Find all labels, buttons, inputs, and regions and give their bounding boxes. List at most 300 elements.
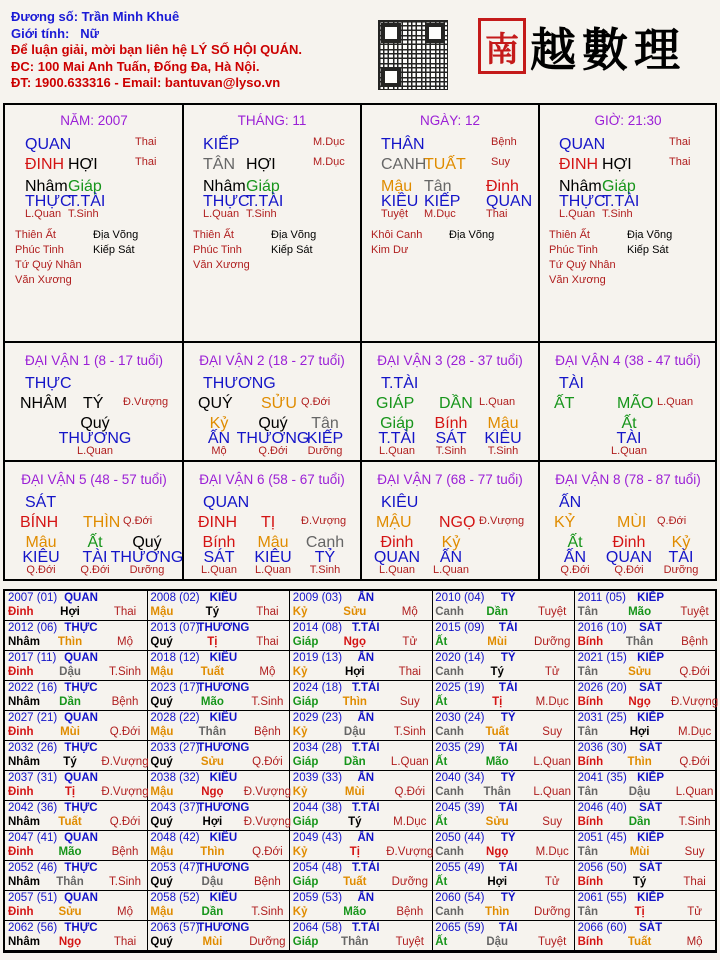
year-phase: Thai	[256, 606, 279, 618]
year-ten-god: ẤN	[357, 652, 375, 664]
year-branch: Thìn	[342, 696, 367, 708]
year-branch: Mùi	[487, 636, 508, 648]
year-phase: Q.Đới	[109, 726, 141, 738]
year-label: 2034 (28)	[292, 742, 343, 754]
grid-line	[5, 460, 715, 462]
hidden-ten-god: ẤN	[207, 430, 231, 447]
year-branch: Tý	[348, 816, 362, 828]
year-label: 2045 (39)	[435, 802, 485, 814]
year-ten-god: QUAN	[64, 712, 98, 724]
decade-branch: MÃO	[617, 395, 654, 412]
hidden-phase: T.Sinh	[309, 564, 341, 576]
decade-stem: GIÁP	[376, 395, 415, 412]
year-label: 2059 (53)	[292, 892, 343, 904]
year-ten-god: ẤN	[357, 832, 375, 844]
year-label: 2016 (10)	[577, 622, 627, 634]
year-stem: Kỷ	[292, 726, 308, 738]
year-stem: Quý	[150, 636, 173, 648]
year-branch: Sửu	[343, 606, 367, 618]
year-ten-god: THỰC	[64, 742, 98, 754]
year-ten-god: T.TÀI	[352, 622, 380, 634]
year-phase: Tử	[544, 876, 560, 888]
pillar-branch: HỢI	[602, 156, 632, 173]
year-label: 2031 (25)	[577, 712, 627, 724]
year-stem: Canh	[435, 606, 464, 618]
hidden-ten-god: ẤN	[563, 549, 587, 566]
year-cell	[575, 621, 718, 651]
year-phase: Bệnh	[253, 876, 281, 888]
year-phase: Thai	[398, 666, 421, 678]
pillar-phase: Thai	[135, 136, 157, 148]
year-branch: Dần	[343, 756, 366, 768]
hidden-phase: L.Quan	[378, 564, 416, 576]
year-label: 2063 (57)	[150, 922, 200, 934]
decade-title: ĐẠI VẬN 4 (38 - 47 tuổi)	[555, 353, 701, 368]
year-ten-god: ẤN	[357, 592, 375, 604]
hidden-ten-god: T.TÀI	[68, 193, 106, 210]
year-ten-god: THƯƠNG	[197, 862, 250, 874]
year-phase: Bệnh	[111, 846, 139, 858]
hidden-stem: Canh	[305, 534, 345, 551]
year-phase: Thai	[683, 876, 706, 888]
year-stem: Kỷ	[292, 606, 308, 618]
year-cell	[432, 831, 575, 861]
year-phase: Tử	[402, 636, 418, 648]
year-phase: Q.Đới	[679, 666, 710, 678]
decade-phase: Q.Đới	[657, 515, 687, 527]
year-branch: Mùi	[202, 936, 223, 948]
year-ten-god: TỶ	[500, 712, 516, 724]
year-branch: Sửu	[628, 666, 652, 678]
star-name: Thiên Ất	[193, 229, 234, 241]
year-branch: Ngọ	[201, 786, 224, 798]
pillar-ten-god: KIẾP	[203, 136, 240, 153]
year-stem: Quý	[150, 756, 173, 768]
year-branch: Hợi	[344, 666, 365, 678]
year-branch: Thìn	[200, 846, 225, 858]
star-name: Khôi Canh	[371, 229, 423, 241]
star-name: Kiếp Sát	[93, 244, 135, 256]
decade-stem: NHÂM	[20, 395, 68, 412]
decade-branch: DẦN	[439, 395, 473, 412]
hidden-phase: T.Sinh	[602, 208, 633, 220]
year-label: 2041 (35)	[577, 772, 627, 784]
year-phase: Đ.Vượng	[243, 816, 291, 828]
year-branch: Dần	[59, 696, 81, 708]
year-label: 2056 (50)	[577, 862, 627, 874]
year-branch: Tý	[632, 876, 647, 888]
year-label: 2012 (06)	[8, 622, 58, 634]
pillar-title: GIỜ: 21:30	[594, 113, 662, 128]
qr-code-image[interactable]	[378, 20, 448, 90]
hidden-stem: Đinh	[486, 178, 519, 195]
year-cell	[5, 861, 148, 891]
year-cell	[147, 891, 290, 921]
hidden-phase: Dưỡng	[129, 564, 165, 576]
year-branch: Hợi	[60, 606, 80, 618]
year-branch: Dậu	[343, 726, 366, 738]
year-label: 2044 (38)	[292, 802, 343, 814]
year-cell	[432, 591, 575, 621]
hidden-ten-god: THỰC	[203, 193, 250, 210]
decade-title: ĐẠI VẬN 8 (78 - 87 tuổi)	[555, 472, 701, 487]
decade-ten-god: QUAN	[203, 494, 250, 511]
year-branch: Tị	[207, 636, 218, 648]
brand-wordmark: 越數理	[530, 23, 686, 77]
year-cell	[147, 831, 290, 861]
hidden-phase: L.Quan	[76, 445, 114, 457]
year-stem: Giáp	[292, 936, 319, 948]
year-stem: Mậu	[150, 606, 174, 618]
contact-address: ĐC: 100 Mai Anh Tuấn, Đống Đa, Hà Nội.	[11, 58, 260, 74]
year-label: 2060 (54)	[435, 892, 485, 904]
year-branch: Dậu	[628, 786, 651, 798]
year-cell	[575, 651, 718, 681]
year-stem: Canh	[435, 726, 464, 738]
decade-ten-god: TÀI	[559, 375, 584, 392]
year-phase: T.Sinh	[251, 906, 284, 918]
hidden-stem: Quý	[80, 415, 110, 432]
hidden-phase: M.Dục	[424, 208, 456, 220]
year-branch: Tuất	[343, 876, 367, 888]
hidden-stem: Tân	[424, 178, 452, 195]
year-branch: Mùi	[344, 786, 365, 798]
year-label: 2050 (44)	[435, 832, 485, 844]
hidden-stem: Nhâm	[203, 178, 246, 195]
year-cell	[432, 711, 575, 741]
hidden-stem: Giáp	[246, 178, 280, 195]
pillar-branch-phase: Thai	[135, 156, 157, 168]
year-ten-god: TÀI	[498, 682, 518, 694]
star-name: Kiếp Sát	[271, 244, 313, 256]
year-ten-god: THỰC	[64, 922, 98, 934]
pillar-title: NĂM: 2007	[60, 113, 128, 128]
pillar-branch: HỢI	[68, 156, 98, 173]
hidden-ten-god: T.TÀI	[378, 430, 416, 447]
year-label: 2058 (52)	[150, 892, 200, 904]
gender-label: Giới tính:	[11, 25, 70, 41]
year-label: 2040 (34)	[435, 772, 485, 784]
decade-stem: ĐINH	[198, 514, 238, 531]
decade-phase: Đ.Vượng	[123, 396, 169, 408]
year-branch: Tuất	[58, 816, 82, 828]
hidden-ten-god: TÀI	[616, 430, 642, 447]
hidden-stem: Ất	[87, 534, 103, 551]
hidden-stem: Quý	[258, 415, 288, 432]
year-label: 2066 (60)	[577, 922, 627, 934]
hidden-stem: Đinh	[380, 534, 414, 551]
hidden-ten-god: QUAN	[605, 549, 653, 566]
hidden-stem: Bính	[202, 534, 236, 551]
decade-stem: ẤT	[554, 395, 575, 412]
decade-branch: THÌN	[83, 514, 121, 531]
year-branch: Tuất	[627, 936, 652, 948]
year-cell	[575, 681, 718, 711]
year-cell	[575, 741, 718, 771]
year-stem: Kỷ	[292, 906, 308, 918]
year-stem: Bính	[577, 816, 604, 828]
pillar-phase: M.Dục	[313, 136, 345, 148]
decade-ten-god: KIÊU	[381, 494, 419, 511]
year-stem: Mậu	[150, 726, 174, 738]
pillar-branch-phase: M.Dục	[313, 156, 345, 168]
year-stem: Giáp	[292, 876, 319, 888]
contact-phone-email[interactable]: ĐT: 1900.633316 - Email: bantuvan@lyso.vn	[11, 75, 281, 90]
year-branch: Sửu	[485, 816, 509, 828]
year-cell	[290, 651, 433, 681]
gender-value: Nữ	[80, 25, 99, 41]
year-phase: Suy	[399, 696, 420, 708]
year-cell	[5, 771, 148, 801]
year-cell	[432, 621, 575, 651]
year-phase: L.Quan	[390, 756, 429, 768]
year-ten-god: KIẾP	[637, 832, 665, 844]
year-stem: Đinh	[8, 666, 34, 678]
hidden-stem: Quý	[132, 534, 162, 551]
year-phase: Đ.Vượng	[670, 696, 719, 708]
year-phase: Mộ	[117, 636, 133, 648]
year-branch: Ngọ	[58, 936, 82, 948]
year-ten-god: TỶ	[500, 652, 516, 664]
year-stem: Tân	[577, 666, 599, 678]
year-branch: Hợi	[202, 816, 223, 828]
pillar-title: THÁNG: 11	[237, 113, 307, 128]
year-label: 2015 (09)	[435, 622, 485, 634]
year-label: 2042 (36)	[8, 802, 58, 814]
year-stem: Nhâm	[8, 636, 40, 648]
year-branch: Tị	[64, 786, 76, 798]
hidden-phase: Q.Đới	[258, 445, 288, 457]
year-phase: T.Sinh	[393, 726, 426, 738]
year-cell	[290, 591, 433, 621]
decade-title: ĐẠI VẬN 6 (58 - 67 tuổi)	[199, 472, 345, 487]
pillar-ten-god: QUAN	[559, 136, 606, 153]
hidden-phase: L.Quan	[559, 208, 596, 220]
year-ten-god: T.TÀI	[352, 862, 380, 874]
year-label: 2061 (55)	[577, 892, 627, 904]
year-label: 2017 (11)	[8, 652, 57, 664]
hidden-phase: L.Quan	[610, 445, 648, 457]
year-cell	[290, 891, 433, 921]
grid-line	[5, 341, 715, 343]
year-ten-god: QUAN	[64, 892, 98, 904]
year-phase: M.Dục	[677, 726, 712, 738]
star-name: Văn Xương	[193, 259, 250, 271]
year-cell	[290, 831, 433, 861]
year-stem: Đinh	[8, 726, 34, 738]
pillar-branch-phase: Thai	[669, 156, 691, 168]
year-stem: Ất	[435, 636, 448, 648]
year-phase: T.Sinh	[109, 666, 141, 678]
year-cell	[575, 921, 718, 951]
year-ten-god: SÁT	[639, 622, 663, 634]
year-phase: Bệnh	[396, 906, 424, 918]
pillar-ten-god: THÂN	[381, 136, 425, 153]
year-ten-god: KIẾP	[637, 772, 665, 784]
year-phase: T.Sinh	[678, 816, 711, 828]
year-ten-god: ẤN	[357, 892, 375, 904]
year-stem: Canh	[435, 846, 464, 858]
pillar-branch: HỢI	[246, 156, 276, 173]
year-phase: Tử	[544, 666, 560, 678]
year-ten-god: TÀI	[498, 862, 518, 874]
pillar-phase: Thai	[669, 136, 691, 148]
year-stem: Giáp	[292, 696, 319, 708]
year-stem: Tân	[577, 726, 599, 738]
year-label: 2039 (33)	[292, 772, 343, 784]
hidden-stem: Ất	[621, 415, 637, 432]
year-ten-god: TỶ	[500, 832, 516, 844]
hidden-ten-god: KIẾP	[306, 430, 344, 447]
year-stem: Đinh	[8, 606, 34, 618]
hidden-ten-god: THƯƠNG	[58, 430, 132, 447]
year-phase: Mộ	[401, 606, 418, 618]
year-branch: Mùi	[60, 726, 80, 738]
year-stem: Đinh	[8, 846, 34, 858]
year-cell	[5, 651, 148, 681]
hidden-phase: Dưỡng	[307, 445, 343, 457]
year-stem: Tân	[577, 786, 599, 798]
seal-logo: 南	[478, 18, 526, 74]
year-branch: Tý	[490, 666, 504, 678]
star-name: Tứ Quý Nhân	[549, 259, 616, 271]
year-ten-god: KIẾP	[637, 892, 665, 904]
hidden-ten-god: SÁT	[203, 549, 235, 566]
year-stem: Giáp	[292, 636, 319, 648]
star-name: Thiên Ất	[15, 229, 56, 241]
year-branch: Ngọ	[343, 636, 366, 648]
year-label: 2010 (04)	[435, 592, 485, 604]
year-cell	[290, 621, 433, 651]
year-cell	[147, 861, 290, 891]
year-cell	[5, 621, 148, 651]
year-branch: Mão	[485, 756, 509, 768]
year-label: 2049 (43)	[292, 832, 343, 844]
year-cell	[5, 801, 148, 831]
year-phase: Bệnh	[111, 696, 139, 708]
year-phase: Bệnh	[681, 636, 709, 648]
year-ten-god: KIẾP	[637, 712, 665, 724]
year-stem: Tân	[577, 846, 599, 858]
year-branch: Thân	[198, 726, 227, 738]
star-name: Văn Xương	[549, 274, 606, 286]
year-label: 2022 (16)	[8, 682, 58, 694]
year-ten-god: KIẾP	[637, 652, 665, 664]
year-phase: M.Dục	[535, 696, 569, 708]
year-ten-god: TỶ	[500, 592, 516, 604]
year-cell	[432, 681, 575, 711]
year-branch: Mão	[200, 696, 224, 708]
year-phase: Q.Đới	[252, 846, 283, 858]
decade-stem: BÍNH	[20, 514, 59, 531]
year-branch: Dậu	[201, 876, 224, 888]
hidden-stem: Nhâm	[559, 178, 602, 195]
year-stem: Đinh	[8, 786, 34, 798]
year-ten-god: T.TÀI	[352, 802, 380, 814]
year-branch: Tý	[205, 606, 220, 618]
hidden-ten-god: QUAN	[373, 549, 421, 566]
year-cell	[432, 771, 575, 801]
year-ten-god: T.TÀI	[352, 682, 380, 694]
year-cell	[575, 831, 718, 861]
year-cell	[147, 921, 290, 951]
year-phase: T.Sinh	[109, 876, 141, 888]
pillar-stem: ĐINH	[25, 156, 65, 173]
year-stem: Ất	[435, 756, 448, 768]
year-cell	[147, 771, 290, 801]
hidden-ten-god: T.TÀI	[602, 193, 640, 210]
year-cell	[5, 891, 148, 921]
year-stem: Mậu	[150, 846, 174, 858]
hidden-stem: Mậu	[257, 534, 289, 551]
year-phase: Tuyệt	[538, 936, 567, 948]
year-label: 2065 (59)	[435, 922, 485, 934]
year-phase: Đ.Vượng	[243, 786, 291, 798]
star-name: Thiên Ất	[549, 229, 590, 241]
hidden-stem: Mậu	[381, 178, 413, 195]
year-label: 2053 (47)	[150, 862, 200, 874]
year-label: 2007 (01)	[8, 592, 58, 604]
year-label: 2035 (29)	[435, 742, 485, 754]
year-phase: Dưỡng	[534, 636, 571, 648]
hidden-phase: L.Quan	[254, 564, 292, 576]
hidden-ten-god: KIÊU	[484, 430, 522, 447]
hidden-stem: Mậu	[487, 415, 519, 432]
year-cell	[575, 591, 718, 621]
decade-branch: SỬU	[261, 395, 297, 412]
year-cell	[290, 861, 433, 891]
year-label: 2036 (30)	[577, 742, 627, 754]
year-phase: Dưỡng	[534, 906, 571, 918]
year-cell	[5, 921, 148, 951]
star-name: Kim Dư	[371, 244, 409, 256]
year-cell	[432, 891, 575, 921]
pillar-branch: TUẤT	[424, 156, 466, 173]
year-label: 2033 (27)	[150, 742, 200, 754]
hidden-ten-god: KIÊU	[254, 549, 292, 566]
year-branch: Tuất	[200, 666, 225, 678]
hidden-phase: L.Quan	[200, 564, 238, 576]
year-cell	[147, 741, 290, 771]
year-phase: Tuyệt	[680, 606, 709, 618]
year-label: 2051 (45)	[577, 832, 627, 844]
year-branch: Tý	[63, 756, 77, 768]
hidden-phase: T.Sinh	[246, 208, 277, 220]
year-ten-god: ẤN	[357, 772, 375, 784]
hidden-stem: Ất	[567, 534, 583, 551]
year-ten-god: THƯƠNG	[197, 802, 250, 814]
year-label: 2055 (49)	[435, 862, 485, 874]
year-branch: Thân	[341, 936, 369, 948]
year-label: 2054 (48)	[292, 862, 343, 874]
year-cell	[5, 741, 148, 771]
year-cell	[575, 801, 718, 831]
year-branch: Dậu	[486, 936, 509, 948]
year-stem: Ất	[435, 816, 448, 828]
year-branch: Tị	[349, 846, 360, 858]
hidden-stem: Nhâm	[25, 178, 68, 195]
profile-header	[11, 9, 302, 92]
year-stem: Canh	[435, 786, 464, 798]
year-ten-god: SÁT	[639, 862, 663, 874]
year-phase: Đ.Vượng	[101, 786, 149, 798]
year-cell	[5, 591, 148, 621]
year-cell	[290, 711, 433, 741]
hidden-phase: Q.Đới	[80, 564, 110, 576]
hidden-ten-god: ẤN	[439, 549, 463, 566]
year-ten-god: THƯƠNG	[197, 922, 250, 934]
year-stem: Quý	[150, 936, 173, 948]
